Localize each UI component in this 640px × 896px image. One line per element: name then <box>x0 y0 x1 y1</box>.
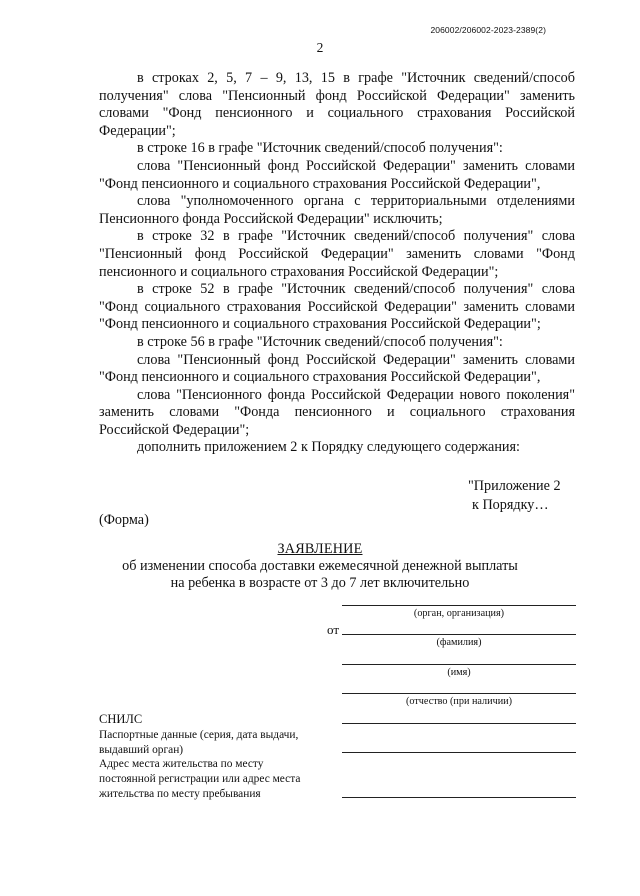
appendix-line: к Порядку… <box>472 496 549 513</box>
from-label: от <box>327 622 340 637</box>
paragraph: слова "Пенсионного фонда Российской Федерации нового поколения" заменить словами "Фонда пенсионного и социального страхования Российской Федерации"; <box>99 386 575 438</box>
paragraph: слова "уполномоченного органа с территориальными отделениями Пенсионного фонда Российской Федерации" исключить; <box>99 193 575 227</box>
page-number: 2 <box>316 40 324 55</box>
paragraph: в строке 56 в графе "Источник сведений/способ получения": <box>137 333 503 350</box>
organ-field-line[interactable] <box>342 605 576 606</box>
passport-label-line: выдавший орган) <box>99 744 184 756</box>
paragraph: в строке 32 в графе "Источник сведений/способ получения" слова "Пенсионный фонд Российской Федерации" заменить словами "Фонд пенсионного и социального страхования Российской Федерации"; <box>99 228 575 280</box>
paragraph: в строках 2, 5, 7 – 9, 13, 15 в графе "Источник сведений/способ получения" слова "Пенсионный фонд Российской Федерации" заменить словами "Фонд пенсионного и социального страхования Российской Федерации"; <box>99 70 575 139</box>
snils-field-line[interactable] <box>342 723 576 724</box>
form-label: (Форма) <box>99 512 149 528</box>
address-field-line[interactable] <box>342 797 576 798</box>
paragraph: слова "Пенсионный фонд Российской Федерации" заменить словами "Фонд пенсионного и социального страхования Российской Федерации", <box>99 157 575 192</box>
address-label-line: постоянной регистрации или адрес места <box>99 773 301 785</box>
surname-field-line[interactable] <box>342 634 576 635</box>
paragraph: в строке 16 в графе "Источник сведений/способ получения": <box>137 140 503 157</box>
snils-label-text: СНИЛС <box>99 712 143 726</box>
patronymic-caption: (отчество (при наличии) <box>405 696 512 707</box>
surname-caption: (фамилия) <box>436 637 482 648</box>
document-number: 206002/206002-2023-2389(2) <box>430 25 546 35</box>
passport-field-line[interactable] <box>342 752 576 753</box>
name-field-line[interactable] <box>342 664 576 665</box>
name-caption: (имя) <box>447 667 471 678</box>
statement-subtitle: на ребенка в возрасте от 3 до 7 лет включительно <box>170 575 470 591</box>
appendix-line: "Приложение 2 <box>468 478 561 494</box>
statement-title: ЗАЯВЛЕНИЕ <box>277 541 363 557</box>
organ-caption: (орган, организация) <box>413 608 505 619</box>
paragraph: в строке 52 в графе "Источник сведений/способ получения" слова "Фонд социального страхования Российской Федерации" заменить словами "Фонд пенсионного и социального страхования Российской Федерации"; <box>99 281 575 333</box>
snils-label <box>99 712 339 727</box>
paragraph: слова "Пенсионный фонд Российской Федерации" заменить словами "Фонд пенсионного и социального страхования Российской Федерации", <box>99 351 575 386</box>
statement-subtitle: об изменении способа доставки ежемесячной денежной выплаты <box>122 558 518 574</box>
paragraph: дополнить приложением 2 к Порядку следующего содержания: <box>137 439 520 456</box>
passport-label-line: Паспортные данные (серия, дата выдачи, <box>99 729 299 741</box>
patronymic-field-line[interactable] <box>342 693 576 694</box>
passport-label <box>99 728 339 758</box>
address-label-line: жительства по месту пребывания <box>99 788 261 800</box>
address-label-line: Адрес места жительства по месту <box>99 758 264 770</box>
address-label <box>99 757 339 802</box>
